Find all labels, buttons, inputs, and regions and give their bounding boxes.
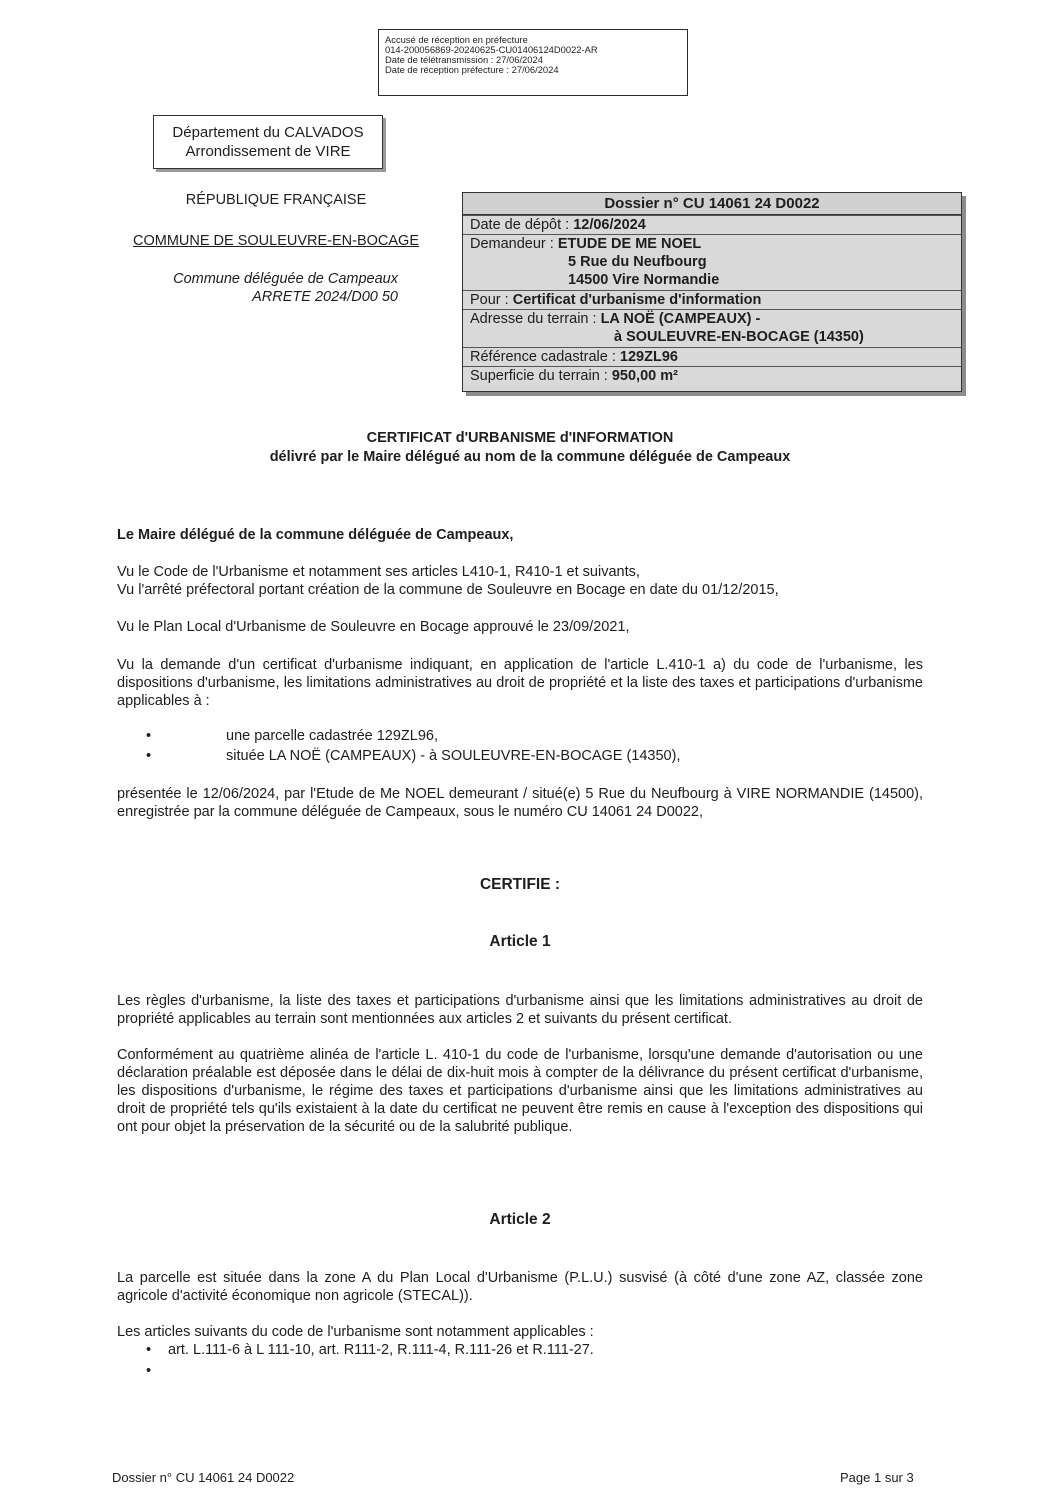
vu-arrete-prefectoral: Vu l'arrêté préfectoral portant création de la commune de Souleuvre en Bocage en date du 01/12/2015, xyxy=(117,582,779,598)
vu-plu: Vu le Plan Local d'Urbanisme de Souleuvre en Bocage approuvé le 23/09/2021, xyxy=(117,619,630,635)
presentee-paragraph: présentée le 12/06/2024, par l'Etude de Me NOEL demeurant / situé(e) 5 Rue du Neufbourg à VIRE NORMANDIE (14500), enregistrée par la commune déléguée de Campeaux, sous le numéro CU 14061 24 D0022, xyxy=(117,786,923,820)
stamp-line: Date de réception préfecture : 27/06/2024 xyxy=(385,64,559,75)
article-1-paragraph-2: Conformément au quatrième alinéa de l'article L. 410-1 du code de l'urbanisme, lorsqu'une demande d'autorisation ou une déclaration préalable est déposée dans le délai de dix-huit mois à compter de la délivrance du présent certificat d'urbanisme, les dispositions d'urbanisme, le régime des taxes et participations d'urbanisme ainsi que les limitations administratives au droit de propriété tels qu'ils existaient à la date du certificat ne peuvent être remis en cause à l'exception des dispositions qui ont pour objet la préservation de la sécurité ou de la salubrité publique. xyxy=(117,1047,923,1135)
list-item xyxy=(146,746,680,766)
list-item-text: située LA NOË (CAMPEAUX) - à SOULEUVRE-EN-BOCAGE (14350), xyxy=(226,748,681,764)
list-item xyxy=(146,1340,594,1360)
footer-page-number: Page 1 sur 3 xyxy=(840,1470,914,1485)
reference-label: Référence cadastrale : xyxy=(470,349,620,365)
stamp-line: Date de télétransmission : 27/06/2024 xyxy=(385,54,543,65)
article-2-paragraph-2: Les articles suivants du code de l'urbanisme sont notamment applicables : xyxy=(117,1324,594,1340)
commune-deleguee-name: Commune déléguée de Campeaux xyxy=(173,271,398,287)
article-2-heading: Article 2 xyxy=(489,1211,551,1228)
bullet-icon: • xyxy=(146,748,152,764)
bullet-icon: • xyxy=(146,1342,152,1358)
demandeur-address-1: 5 Rue du Neufbourg xyxy=(568,254,707,270)
dossier-box xyxy=(462,192,962,392)
stamp-line: Accusé de réception en préfecture xyxy=(385,34,528,45)
vu-code-urbanisme: Vu le Code de l'Urbanisme et notamment ses articles L410-1, R410-1 et suivants, xyxy=(117,564,640,580)
pour-value: Certificat d'urbanisme d'information xyxy=(512,292,762,308)
department-name: Département du CALVADOS xyxy=(172,124,364,141)
bullet-icon: • xyxy=(146,1363,152,1379)
maire-intro: Le Maire délégué de la commune déléguée de Campeaux, xyxy=(117,527,514,543)
certificate-title-block xyxy=(0,429,1040,467)
commune-deleguee-block xyxy=(120,270,398,306)
depot-value: 12/06/2024 xyxy=(573,217,646,233)
reference-row xyxy=(463,347,961,366)
department-box xyxy=(153,115,383,169)
republique-heading: RÉPUBLIQUE FRANÇAISE xyxy=(185,192,367,208)
certifie-heading: CERTIFIE : xyxy=(479,876,561,893)
list-item-text: art. L.111-6 à L 111-10, art. R111-2, R.111-4, R.111-26 et R.111-27. xyxy=(168,1342,594,1358)
pour-label: Pour : xyxy=(470,292,513,308)
certificate-subtitle: délivré par le Maire délégué au nom de la commune déléguée de Campeaux xyxy=(269,449,791,465)
list-item xyxy=(146,1361,168,1381)
certificate-title: CERTIFICAT d'URBANISME d'INFORMATION xyxy=(366,430,674,446)
demandeur-label: Demandeur : xyxy=(470,236,558,252)
adresse-value-2: à SOULEUVRE-EN-BOCAGE (14350) xyxy=(614,329,864,345)
vu-demande: Vu la demande d'un certificat d'urbanisme indiquant, en application de l'article L.410-1 a) du code de l'urbanisme, les dispositions d'urbanisme, les limitations administratives au droit de propriété et la liste des taxes et participations d'urbanisme applicables à : xyxy=(117,657,923,709)
superficie-row xyxy=(463,366,961,385)
superficie-value: 950,00 m² xyxy=(611,368,678,384)
article-1-heading: Article 1 xyxy=(489,933,551,950)
commune-heading: COMMUNE DE SOULEUVRE-EN-BOCAGE xyxy=(132,233,419,249)
bullet-icon: • xyxy=(146,728,152,744)
adresse-row xyxy=(463,309,961,347)
pour-row xyxy=(463,290,961,309)
stamp-line: 014-200056869-20240625-CU01406124D0022-AR xyxy=(385,44,598,55)
dossier-number: Dossier n° CU 14061 24 D0022 xyxy=(463,193,961,215)
depot-row xyxy=(463,215,961,234)
list-item-text: une parcelle cadastrée 129ZL96, xyxy=(226,728,439,744)
demandeur-address-2: 14500 Vire Normandie xyxy=(568,272,720,288)
list-item xyxy=(146,726,438,746)
demandeur-name: ETUDE DE ME NOEL xyxy=(557,236,702,252)
footer-dossier-number: Dossier n° CU 14061 24 D0022 xyxy=(112,1470,295,1485)
article-2-paragraph-1: La parcelle est située dans la zone A du Plan Local d'Urbanisme (P.L.U.) susvisé (à côté d'une zone AZ, classée zone agricole d'activité économique non agricole (STECAL)). xyxy=(117,1270,923,1304)
arrete-number: ARRETE 2024/D00 50 xyxy=(252,289,398,305)
superficie-label: Superficie du terrain : xyxy=(470,368,612,384)
adresse-value-1: LA NOË (CAMPEAUX) - xyxy=(600,311,761,327)
adresse-label: Adresse du terrain : xyxy=(470,311,601,327)
prefecture-receipt-stamp xyxy=(378,29,688,96)
reference-value: 129ZL96 xyxy=(619,349,678,365)
depot-label: Date de dépôt : xyxy=(470,217,574,233)
arrondissement-name: Arrondissement de VIRE xyxy=(185,143,351,160)
article-1-paragraph-1: Les règles d'urbanisme, la liste des taxes et participations d'urbanisme ainsi que les limitations administratives au droit de propriété applicables au terrain sont mentionnées aux articles 2 et suivants du présent certificat. xyxy=(117,993,923,1027)
demandeur-row xyxy=(463,234,961,290)
